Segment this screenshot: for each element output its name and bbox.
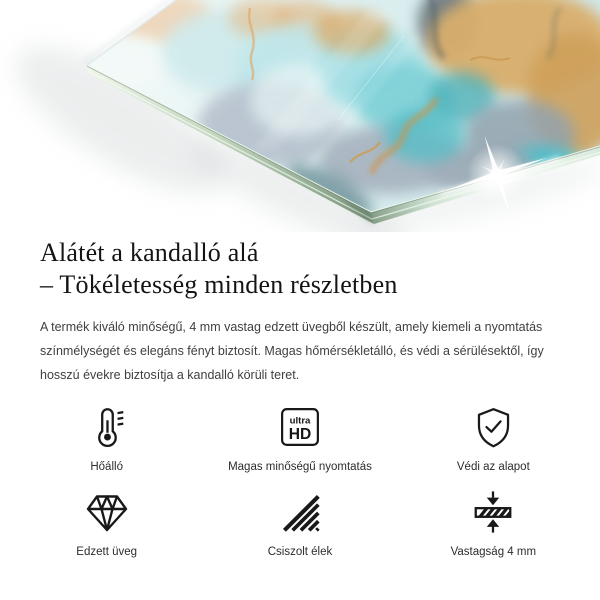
page-title-line2: – Tökéletesség minden részletben bbox=[40, 270, 398, 299]
ultra-hd-icon-text-top: ultra bbox=[289, 415, 311, 427]
feature-label: Védi az alapot bbox=[456, 461, 530, 473]
feature-thickness-4mm bbox=[397, 489, 590, 558]
product-description: A termék kiváló minőségű, 4 mm vastag edzett üvegből készült, amely kiemeli a nyomtatás színmélységét és elegáns fényt biztosít. Magas hőmérsékletálló, és védi a sérülésektől, így hosszú évekre biztosítja a kandalló körüli teret. bbox=[40, 320, 544, 382]
ultra-hd-icon-text-bottom: HD bbox=[288, 425, 312, 443]
feature-label: Hőálló bbox=[90, 461, 123, 473]
product-copy bbox=[0, 237, 600, 387]
diamond-icon bbox=[83, 489, 131, 535]
feature-heat-resistant bbox=[10, 404, 203, 473]
thermometer-icon bbox=[84, 404, 130, 450]
glass-panel-illustration bbox=[0, 0, 600, 232]
page-title-line1: Alátét a kandalló alá bbox=[40, 238, 259, 267]
thickness-4mm-icon bbox=[470, 489, 516, 535]
feature-ultra-hd-print bbox=[203, 404, 396, 473]
feature-label: Edzett üveg bbox=[76, 546, 138, 558]
feature-protects-base bbox=[397, 404, 590, 473]
product-image-glass-panel bbox=[0, 0, 600, 232]
feature-label: Csiszolt élek bbox=[267, 546, 333, 558]
ultra-hd-icon bbox=[278, 404, 322, 450]
feature-label: Magas minőségű nyomtatás bbox=[228, 461, 372, 473]
feature-grid bbox=[10, 404, 590, 558]
page-title bbox=[40, 237, 560, 301]
polished-edges-icon bbox=[278, 489, 322, 535]
feature-polished-edges bbox=[203, 489, 396, 558]
feature-tempered-glass bbox=[10, 489, 203, 558]
shield-check-icon bbox=[471, 404, 516, 450]
feature-label: Vastagság 4 mm bbox=[450, 546, 537, 558]
